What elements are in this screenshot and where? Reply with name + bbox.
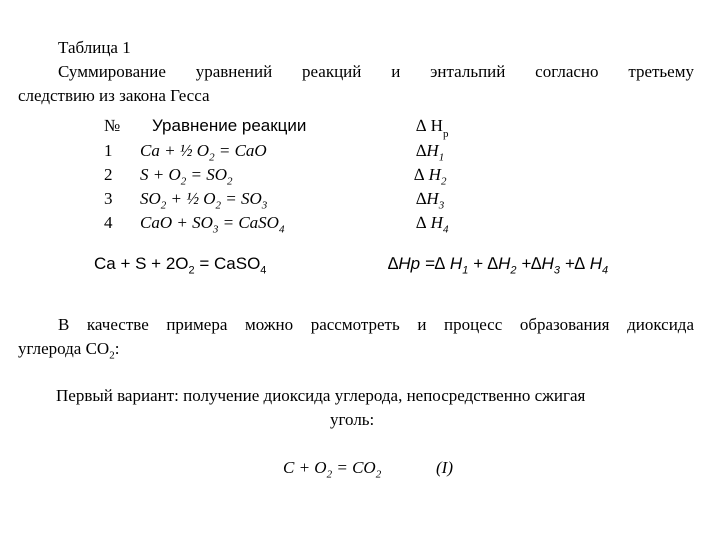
reaction-enthalpy: $\Delta H_3$ — [416, 189, 445, 212]
summary-equation: $Ca + S + 2O_2$ = CaSO$_4$ — [94, 254, 267, 277]
header-number: № — [104, 116, 121, 135]
reaction-equation: $SO_2$ + ½ $O_2 = SO_3$ — [140, 189, 268, 212]
paragraph-line-2: углерода $CO_2$: — [18, 339, 120, 362]
final-equation: $C + O_2 = CO_2$ — [283, 458, 382, 481]
reaction-equation: CaO + $SO_3$ = CaSO$_4$ — [140, 213, 285, 236]
reaction-equation: $S + O_2 = SO_2$ — [140, 165, 233, 188]
title-line-2: следствию из закона Гесса — [18, 86, 210, 105]
table-label: Таблица 1 — [58, 38, 131, 57]
equation-number: (I) — [436, 458, 453, 477]
header-enthalpy: ∆ $H_р$ — [416, 116, 449, 140]
reaction-enthalpy: ∆ $H_2$ — [414, 165, 447, 188]
reaction-equation: Ca + ½ $O_2$ = CaO — [140, 141, 267, 164]
paragraph-line-1: В качестве примера можно рассмотреть и процесс образования диоксида — [58, 315, 694, 334]
summary-enthalpy: ∆Hp =∆ $H_1 + \Delta H_2 +\Delta H_3$ +∆ $H_4$ — [388, 254, 609, 277]
header-equation: Уравнение реакции — [152, 116, 307, 135]
row-number: 4 — [104, 213, 113, 232]
row-number: 1 — [104, 141, 113, 160]
variant-line-1: Первый вариант: получение диоксида углерода, непосредственно сжигая — [56, 386, 586, 405]
row-number: 3 — [104, 189, 113, 208]
row-number: 2 — [104, 165, 113, 184]
reaction-enthalpy: ∆ $H_4$ — [416, 213, 449, 236]
reaction-enthalpy: $\Delta H_1$ — [416, 141, 445, 164]
title-line-1: Суммирование уравнений реакций и энтальпий согласно третьему — [58, 62, 694, 81]
variant-line-2: уголь: — [330, 410, 375, 429]
